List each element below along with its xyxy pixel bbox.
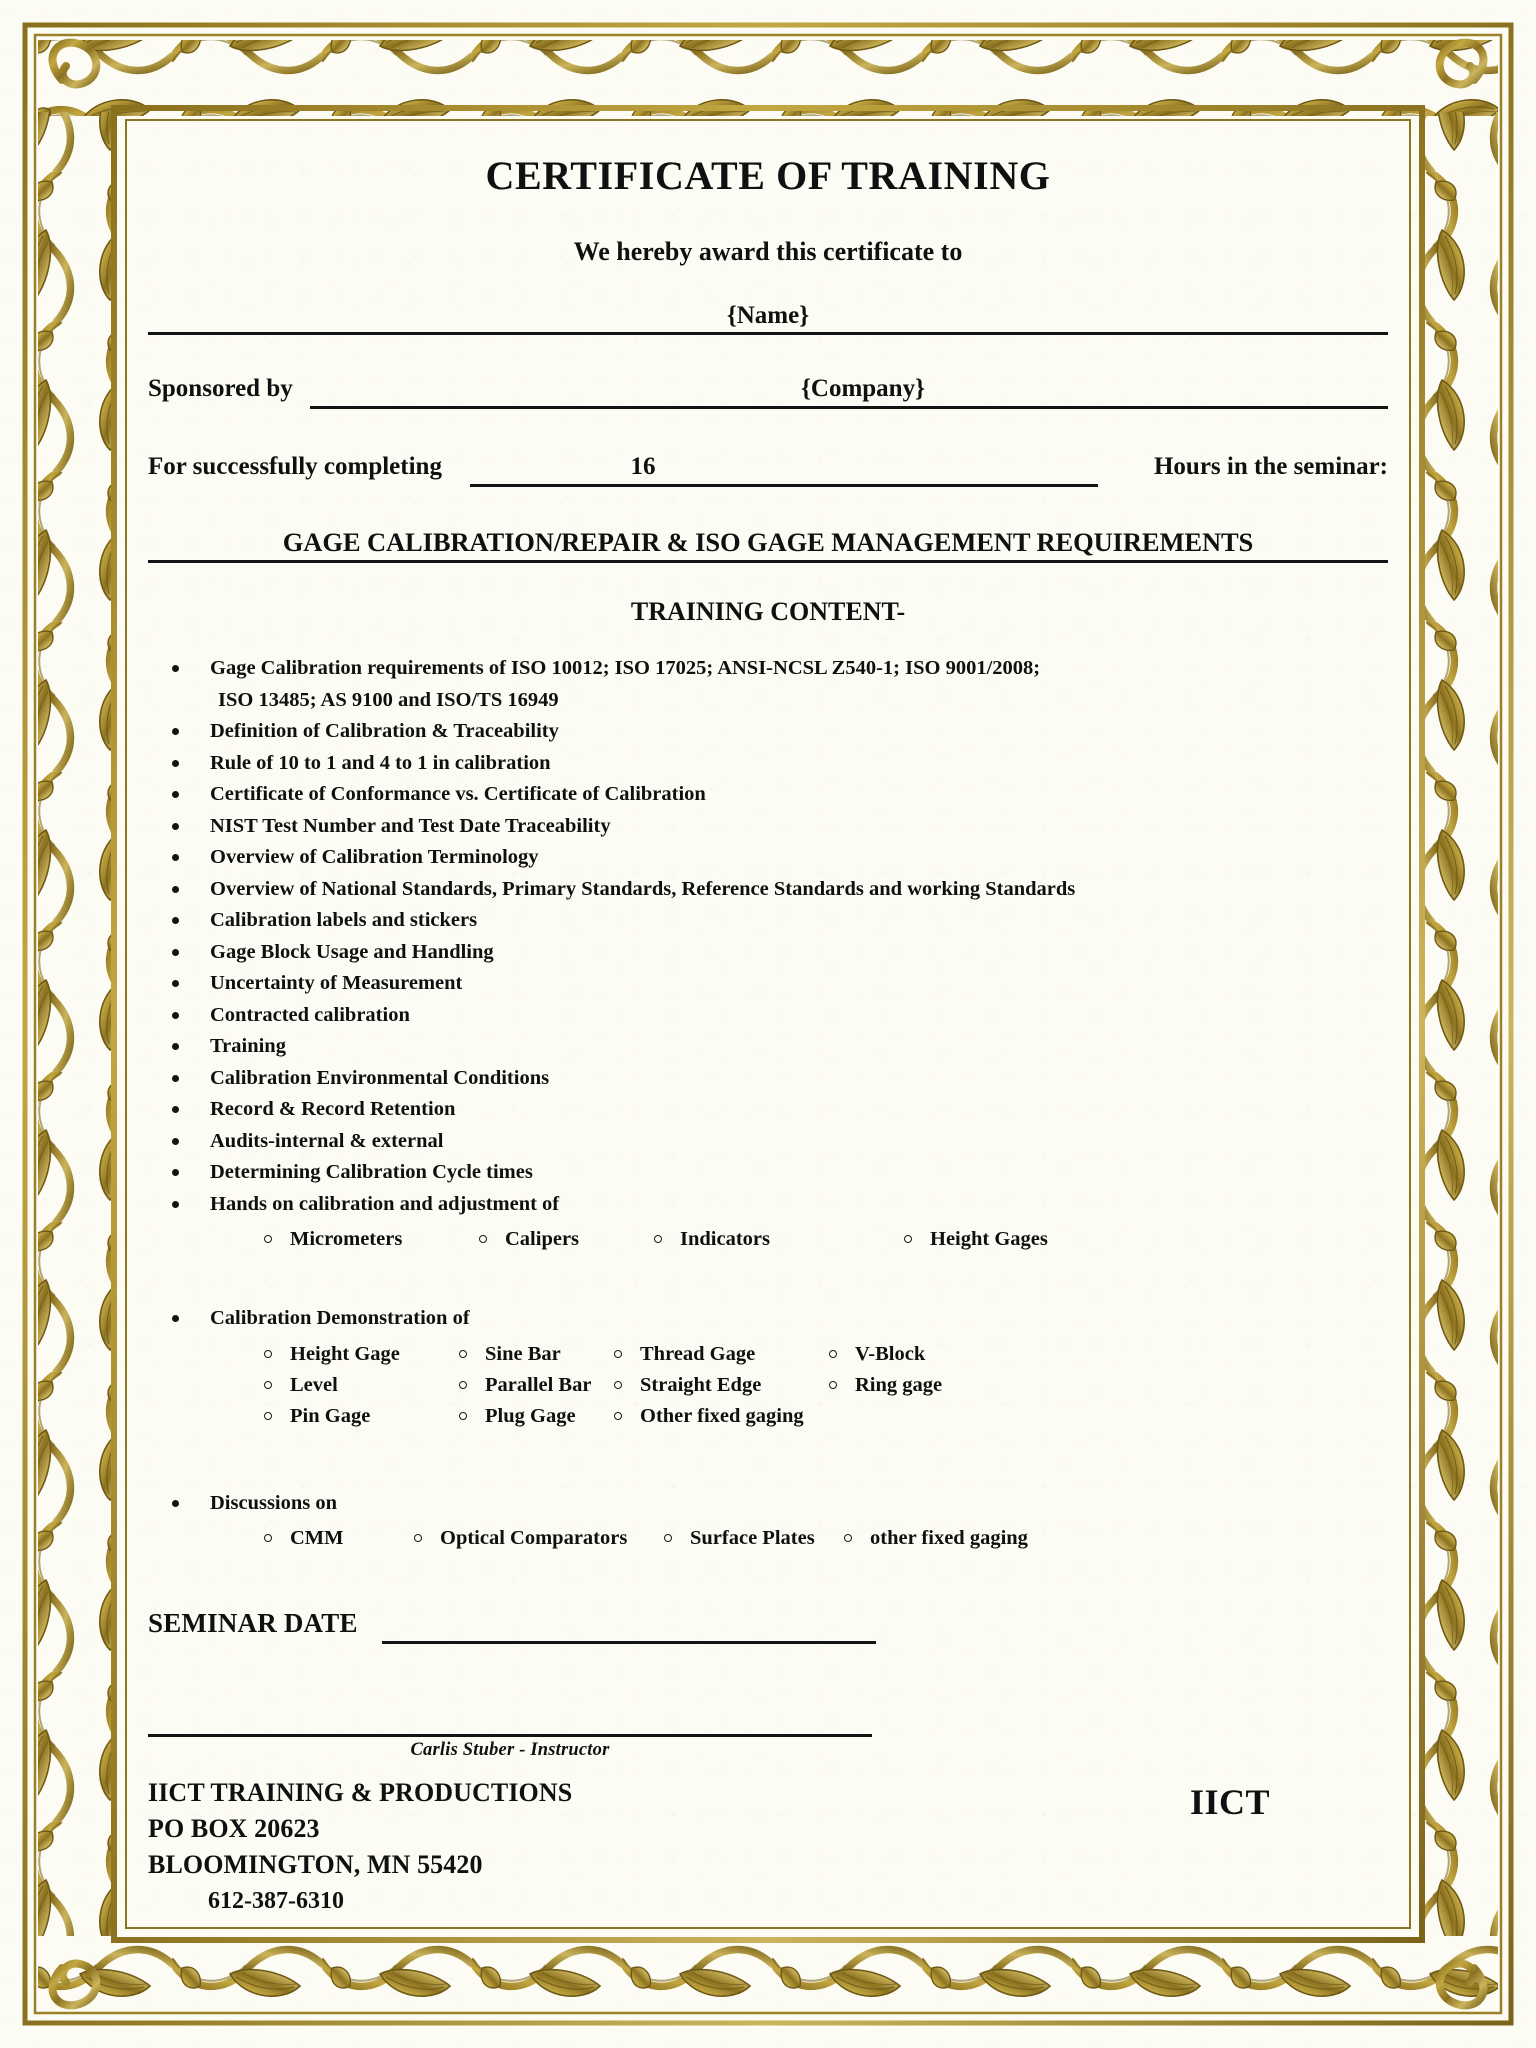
recipient-name-field[interactable] <box>148 289 1388 335</box>
list-item-discussions <box>158 1488 1388 1520</box>
circle-bullet-icon <box>264 1412 272 1420</box>
sub-item-label: Height Gages <box>930 1228 1048 1250</box>
hands-on-items <box>148 1224 1388 1255</box>
bullet-icon <box>172 823 179 830</box>
sub-item-label: Height Gage <box>290 1342 400 1365</box>
sub-item-label: V-Block <box>855 1342 926 1365</box>
list-item <box>158 1157 1388 1189</box>
sub-item-label: Calipers <box>505 1228 580 1250</box>
course-title: GAGE CALIBRATION/REPAIR & ISO GAGE MANAGEMENT REQUIREMENTS <box>148 527 1388 563</box>
circle-bullet-icon <box>459 1350 467 1358</box>
discussions-items <box>148 1523 1388 1554</box>
sub-item-label: Sine Bar <box>485 1342 561 1365</box>
training-content-heading: TRAINING CONTENT- <box>630 597 906 626</box>
topic-text: Gage Calibration requirements of ISO 10012; ISO 17025; ANSI-NCSL Z540-1; ISO 9001/2008; <box>210 657 1041 679</box>
sub-item-label: Other fixed gaging <box>640 1404 804 1427</box>
circle-bullet-icon <box>264 1381 272 1389</box>
sub-item-label: CMM <box>290 1527 344 1549</box>
sub-list-item <box>608 1339 823 1370</box>
list-item <box>158 811 1388 843</box>
bullet-icon <box>172 1043 179 1050</box>
instructor-name: Carlis Stuber - Instructor <box>410 1740 610 1760</box>
seminar-date-label: SEMINAR DATE <box>148 1608 358 1638</box>
sponsor-field[interactable] <box>148 361 1388 409</box>
page-title: CERTIFICATE OF TRAINING <box>485 153 1051 198</box>
bullet-icon <box>172 760 179 767</box>
sub-list-item <box>258 1339 453 1370</box>
recipient-name-rule <box>148 332 1388 335</box>
list-item <box>158 1063 1388 1095</box>
sub-item-label: Surface Plates <box>690 1527 815 1549</box>
company-phone: 612-387-6310 <box>208 1888 344 1914</box>
circle-bullet-icon <box>654 1235 662 1243</box>
topic-text: Record & Record Retention <box>210 1098 456 1120</box>
topic-text: NIST Test Number and Test Date Traceability <box>210 814 611 837</box>
sub-item-label: Plug Gage <box>485 1404 576 1427</box>
sponsor-label: Sponsored by <box>148 375 293 402</box>
list-item-demonstration <box>158 1303 1388 1335</box>
bullet-icon <box>172 791 179 798</box>
sub-item-label: Level <box>290 1373 338 1396</box>
sub-item-label: Thread Gage <box>640 1342 756 1365</box>
bullet-icon <box>172 854 179 861</box>
signature-rule <box>148 1734 872 1737</box>
circle-bullet-icon <box>459 1381 467 1389</box>
sub-item-label: Indicators <box>680 1228 770 1250</box>
sponsor-value: {Company} <box>801 375 925 402</box>
circle-bullet-icon <box>829 1381 837 1389</box>
circle-bullet-icon <box>414 1534 422 1542</box>
list-item <box>158 748 1388 780</box>
bullet-icon <box>172 980 179 987</box>
topic-text: Contracted calibration <box>210 1003 410 1026</box>
spacer <box>148 1432 1388 1462</box>
list-item <box>158 905 1388 937</box>
demonstration-list <box>148 1303 1388 1335</box>
list-item <box>158 874 1388 906</box>
list-item <box>158 937 1388 969</box>
award-statement: We hereby award this certificate to <box>573 237 963 266</box>
seminar-date-field[interactable] <box>148 1598 1388 1644</box>
sub-list-item <box>258 1370 453 1401</box>
topic-text: Overview of National Standards, Primary Standards, Reference Standards and working Standards <box>210 877 1076 900</box>
topic-text: Training <box>210 1035 286 1057</box>
training-topics-list <box>148 653 1388 1220</box>
topic-continuation: ISO 13485; AS 9100 and ISO/TS 16949 <box>218 688 559 711</box>
topic-text: Calibration Environmental Conditions <box>210 1066 550 1089</box>
sub-list-item <box>658 1523 838 1554</box>
list-item <box>158 1094 1388 1126</box>
list-item <box>158 1031 1388 1063</box>
spacer <box>148 1255 1388 1277</box>
topic-text: Gage Block Usage and Handling <box>210 940 494 963</box>
company-city-state-zip: BLOOMINGTON, MN 55420 <box>148 1850 483 1879</box>
list-item <box>158 1000 1388 1032</box>
sub-item-label: Pin Gage <box>290 1404 371 1427</box>
list-item <box>158 842 1388 874</box>
sub-list-item <box>608 1370 823 1401</box>
circle-bullet-icon <box>664 1534 672 1542</box>
circle-bullet-icon <box>844 1534 852 1542</box>
topic-text: Calibration labels and stickers <box>210 909 478 931</box>
demonstration-items <box>148 1339 1388 1432</box>
sub-list-item <box>823 1339 1063 1370</box>
signature-block <box>148 1734 872 1761</box>
circle-bullet-icon <box>264 1350 272 1358</box>
bullet-icon <box>172 917 179 924</box>
sub-list-item <box>608 1401 823 1432</box>
sub-list-item <box>453 1339 608 1370</box>
discussions-heading: Discussions on <box>210 1491 338 1514</box>
sub-item-label: Straight Edge <box>640 1373 762 1396</box>
sub-list-item-empty <box>823 1401 1063 1432</box>
list-item <box>158 1126 1388 1158</box>
topic-text: Overview of Calibration Terminology <box>210 846 539 868</box>
sub-list-item <box>823 1370 1063 1401</box>
sub-item-label: Optical Comparators <box>440 1527 628 1549</box>
sub-list-item <box>408 1523 658 1554</box>
circle-bullet-icon <box>264 1235 272 1243</box>
bullet-icon <box>172 1138 179 1145</box>
circle-bullet-icon <box>479 1235 487 1243</box>
hours-label-right: Hours in the seminar: <box>1153 453 1388 480</box>
sub-list-item <box>838 1523 1098 1554</box>
hours-field[interactable] <box>148 439 1388 487</box>
sponsor-rule <box>310 406 1388 409</box>
sub-item-label: Ring gage <box>855 1373 943 1396</box>
sub-list-item <box>898 1224 1138 1255</box>
hours-rule <box>470 484 1098 487</box>
sub-list-item <box>258 1401 453 1432</box>
bullet-icon <box>172 1106 179 1113</box>
certificate-content <box>118 104 1418 1914</box>
bullet-icon <box>172 728 179 735</box>
bullet-icon <box>172 1012 179 1019</box>
sub-list-item <box>258 1224 473 1255</box>
recipient-name-value: {Name} <box>726 302 810 329</box>
list-item-hands-on <box>158 1189 1388 1221</box>
bullet-icon <box>172 1169 179 1176</box>
bullet-icon <box>172 886 179 893</box>
company-name: IICT TRAINING & PRODUCTIONS <box>148 1778 573 1807</box>
sub-list-item <box>453 1401 608 1432</box>
bullet-icon <box>172 1075 179 1082</box>
seminar-date-rule <box>382 1641 876 1644</box>
bullet-icon <box>172 949 179 956</box>
list-item <box>158 716 1388 748</box>
circle-bullet-icon <box>459 1412 467 1420</box>
topic-text: Definition of Calibration & Traceability <box>210 720 559 742</box>
list-item <box>158 653 1388 716</box>
hours-label-left: For successfully completing <box>148 453 442 480</box>
circle-bullet-icon <box>264 1534 272 1542</box>
iict-logo: IICT <box>1189 1782 1270 1822</box>
sub-item-label: Micrometers <box>290 1228 403 1250</box>
sub-list-item <box>258 1523 408 1554</box>
list-item <box>158 968 1388 1000</box>
circle-bullet-icon <box>904 1235 912 1243</box>
bullet-icon <box>172 1201 179 1208</box>
sub-item-label: other fixed gaging <box>870 1527 1028 1549</box>
bullet-icon <box>172 665 179 672</box>
hours-value: 16 <box>630 453 656 480</box>
hands-on-heading: Hands on calibration and adjustment of <box>210 1192 560 1215</box>
sub-item-label: Parallel Bar <box>485 1373 592 1396</box>
sub-list-item <box>648 1224 898 1255</box>
sub-list-item <box>453 1370 608 1401</box>
topic-text: Determining Calibration Cycle times <box>210 1161 533 1183</box>
discussions-list <box>148 1488 1388 1520</box>
company-po-box: PO BOX 20623 <box>148 1814 320 1843</box>
circle-bullet-icon <box>614 1412 622 1420</box>
circle-bullet-icon <box>614 1381 622 1389</box>
sub-list-item <box>473 1224 648 1255</box>
bullet-icon <box>172 1500 179 1507</box>
topic-text: Uncertainty of Measurement <box>210 972 463 994</box>
footer-block <box>148 1775 1388 1919</box>
list-item <box>158 779 1388 811</box>
topic-text: Rule of 10 to 1 and 4 to 1 in calibration <box>210 751 551 774</box>
circle-bullet-icon <box>829 1350 837 1358</box>
circle-bullet-icon <box>614 1350 622 1358</box>
bullet-icon <box>172 1315 179 1322</box>
topic-text: Certificate of Conformance vs. Certificate of Calibration <box>210 783 706 805</box>
topic-text: Audits-internal & external <box>210 1129 444 1152</box>
demonstration-heading: Calibration Demonstration of <box>210 1307 470 1329</box>
